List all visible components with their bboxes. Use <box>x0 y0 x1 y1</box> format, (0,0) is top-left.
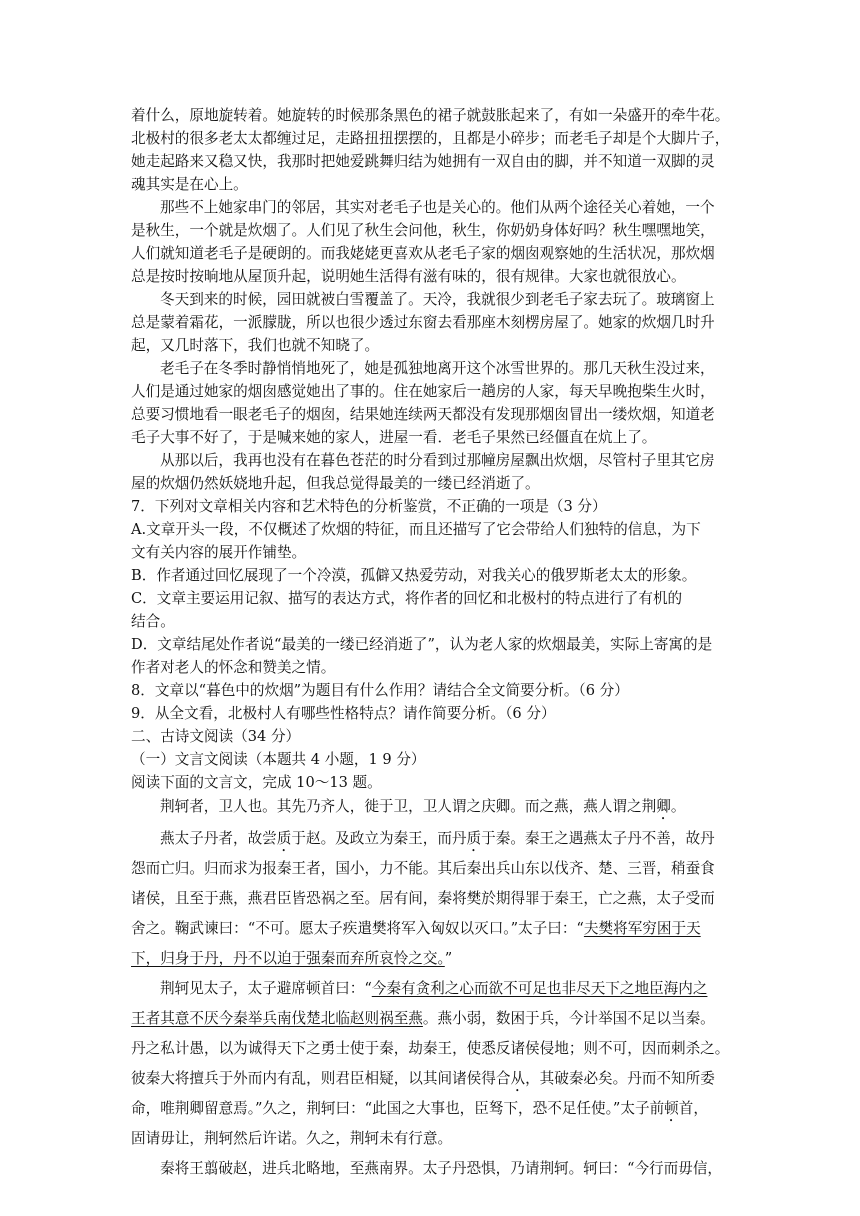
classical-paragraph-2-line: 燕太子丹者，故尝质于赵。及政立为秦王，而丹质于秦。秦王之遇燕太子丹不善，故丹 <box>160 830 715 847</box>
option-a: A.文章开头一段，不仅概述了炊烟的特征，而且还描写了它会带给人们独特的信息，为下 <box>131 521 701 538</box>
classical-paragraph-4-line: 秦将王翦破赵，进兵北略地，至燕南界。太子丹恐惧，乃请荆轲。轲曰：“今行而毋信， <box>160 1160 723 1177</box>
instruction: 阅读下面的文言文，完成 10～13 题。 <box>131 774 382 791</box>
text-line: 总是按时按晌地从屋顶升起，说明她生活得有滋有味的，很有规律。大家也就很放心。 <box>131 268 686 285</box>
classical-paragraph-3-line: 彼秦大将擅兵于外而内有乱，则君臣相疑，以其间诸侯得合从，其破秦必矣。丹而不知所委 <box>131 1070 715 1087</box>
text-line: 总是蒙着霜花，一派朦胧，所以也很少透过东窗去看那座木刻楞房屋了。她家的炊烟几时升 <box>131 314 715 331</box>
question-8: 8．文章以“暮色中的炊烟”为题目有什么作用？请结合全文简要分析。（6 分） <box>131 682 629 699</box>
option-b: B．作者通过回忆展现了一个冷漠，孤僻又热爱劳动，对我关心的俄罗斯老太太的形象。 <box>131 567 697 584</box>
question-7: 7．下列对文章相关内容和艺术特色的分析鉴赏，不正确的一项是（3 分） <box>131 498 607 515</box>
text-line: 屋的炊烟仍然妖娆地升起，但我总觉得最美的一缕已经消逝了。 <box>131 475 540 492</box>
option-d-cont: 作者对老人的怀念和赞美之情。 <box>131 659 336 676</box>
question-9: 9．从全文看，北极村人有哪些性格特点？请作简要分析。（6 分） <box>131 705 556 722</box>
option-a-cont: 文有关内容的展开作铺垫。 <box>131 544 307 561</box>
classical-paragraph-2-line: 怨而亡归。归而求为报秦王者，国小，力不能。其后秦出兵山东以伐齐、楚、三晋，稍蚕食 <box>131 860 715 877</box>
classical-paragraph-3-line: 固请毋让，荆轲然后许诺。久之，荆轲未有行意。 <box>131 1130 453 1147</box>
text-line: 人们就知道老毛子是硬朗的。而我姥姥更喜欢从老毛子家的烟囱观察她的生活状况，那炊烟 <box>131 245 715 262</box>
text-line: 总要习惯地看一眼老毛子的烟囱，结果她连续两天都没有发现那烟囱冒出一缕炊烟，知道老 <box>131 406 715 423</box>
text-line: 老毛子在冬季时静悄悄地死了，她是孤独地离开这个冰雪世界的。那几天秋生没过来， <box>160 360 715 377</box>
text-line: 那些不上她家串门的邻居，其实对老毛子也是关心的。他们从两个途径关心着她，一个 <box>160 199 715 216</box>
option-c-cont: 结合。 <box>131 613 175 630</box>
text-line: 冬天到来的时候，园田就被白雪覆盖了。天冷，我就很少到老毛子家去玩了。玻璃窗上 <box>160 291 715 308</box>
text-line: 从那以后，我再也没有在暮色苍茫的时分看到过那幢房屋飘出炊烟，尽管村子里其它房 <box>160 452 715 469</box>
classical-paragraph-3-line: 丹之私计愚，以为诚得天下之勇士使于秦，劫秦王，使悉反诸侯侵地；则不可，因而刺杀之。 <box>131 1040 730 1057</box>
text-line: 她走起路来又稳又快，我那时把她爱跳舞归结为她拥有一双自由的脚，并不知道一双脚的灵 <box>131 153 715 170</box>
text-line: 毛子大事不好了，于是喊来她的家人，进屋一看．老毛子果然已经僵直在炕上了。 <box>131 429 657 446</box>
classical-paragraph-2-line: 舍之。鞠武谏曰：“不可。愿太子疾遣樊将军入匈奴以灭口。”太子曰：“夫樊将军穷困于天 <box>131 920 701 937</box>
text-line: 北极村的很多老太太都缠过足，走路扭扭摆摆的，且都是小碎步；而老毛子却是个大脚片子， <box>131 130 730 147</box>
classical-paragraph-3-line: 命，唯荆卿留意焉。”久之，荆轲曰：“此国之大事也，臣驽下，恐不足任使。”太子前顿首， <box>131 1100 708 1117</box>
classical-paragraph-1: 荆轲者，卫人也。其先乃齐人，徙于卫，卫人谓之庆卿。而之燕，燕人谓之荆卿。 <box>160 798 686 815</box>
option-d: D．文章结尾处作者说“最美的一缕已经消逝了”，认为老人家的炊烟最美，实际上寄寓的是 <box>131 636 713 653</box>
classical-paragraph-2-line: 诸侯，且至于燕，燕君臣皆恐祸之至。居有间，秦将樊於期得罪于秦王，亡之燕，太子受而 <box>131 890 715 907</box>
option-c: C．文章主要运用记叙、描写的表达方式，将作者的回忆和北极村的特点进行了有机的 <box>131 590 683 607</box>
text-line: 人们是通过她家的烟囱感觉她出了事的。住在她家后一趟房的人家，每天早晚抱柴生火时， <box>131 383 715 400</box>
text-line: 着什么，原地旋转着。她旋转的时候那条黑色的裙子就鼓胀起来了，有如一朵盛开的牵牛花。 <box>131 107 730 124</box>
section-heading: 二、古诗文阅读（34 分） <box>131 728 301 745</box>
classical-paragraph-3-line: 荆轲见太子，太子避席顿首曰：“今秦有贪利之心而欲不可足也非尽天下之地臣海内之 <box>160 980 708 997</box>
classical-paragraph-3-line: 王者其意不厌今秦举兵南伐楚北临赵则祸至燕。燕小弱，数困于兵，今计举国不足以当秦。 <box>131 1010 715 1027</box>
text-line: 起，又几时落下，我们也就不知晓了。 <box>131 337 380 354</box>
text-line: 魂其实是在心上。 <box>131 176 248 193</box>
subsection-heading: （一）文言文阅读（本题共 4 小题，1 9 分） <box>131 751 426 768</box>
text-line: 是秋生，一个就是炊烟了。人们见了秋生会问他，秋生，你奶奶身体好吗？秋生嘿嘿地笑， <box>131 222 715 239</box>
classical-paragraph-2-line: 下，归身于丹，丹不以迫于强秦而弃所哀怜之交。” <box>131 950 453 967</box>
